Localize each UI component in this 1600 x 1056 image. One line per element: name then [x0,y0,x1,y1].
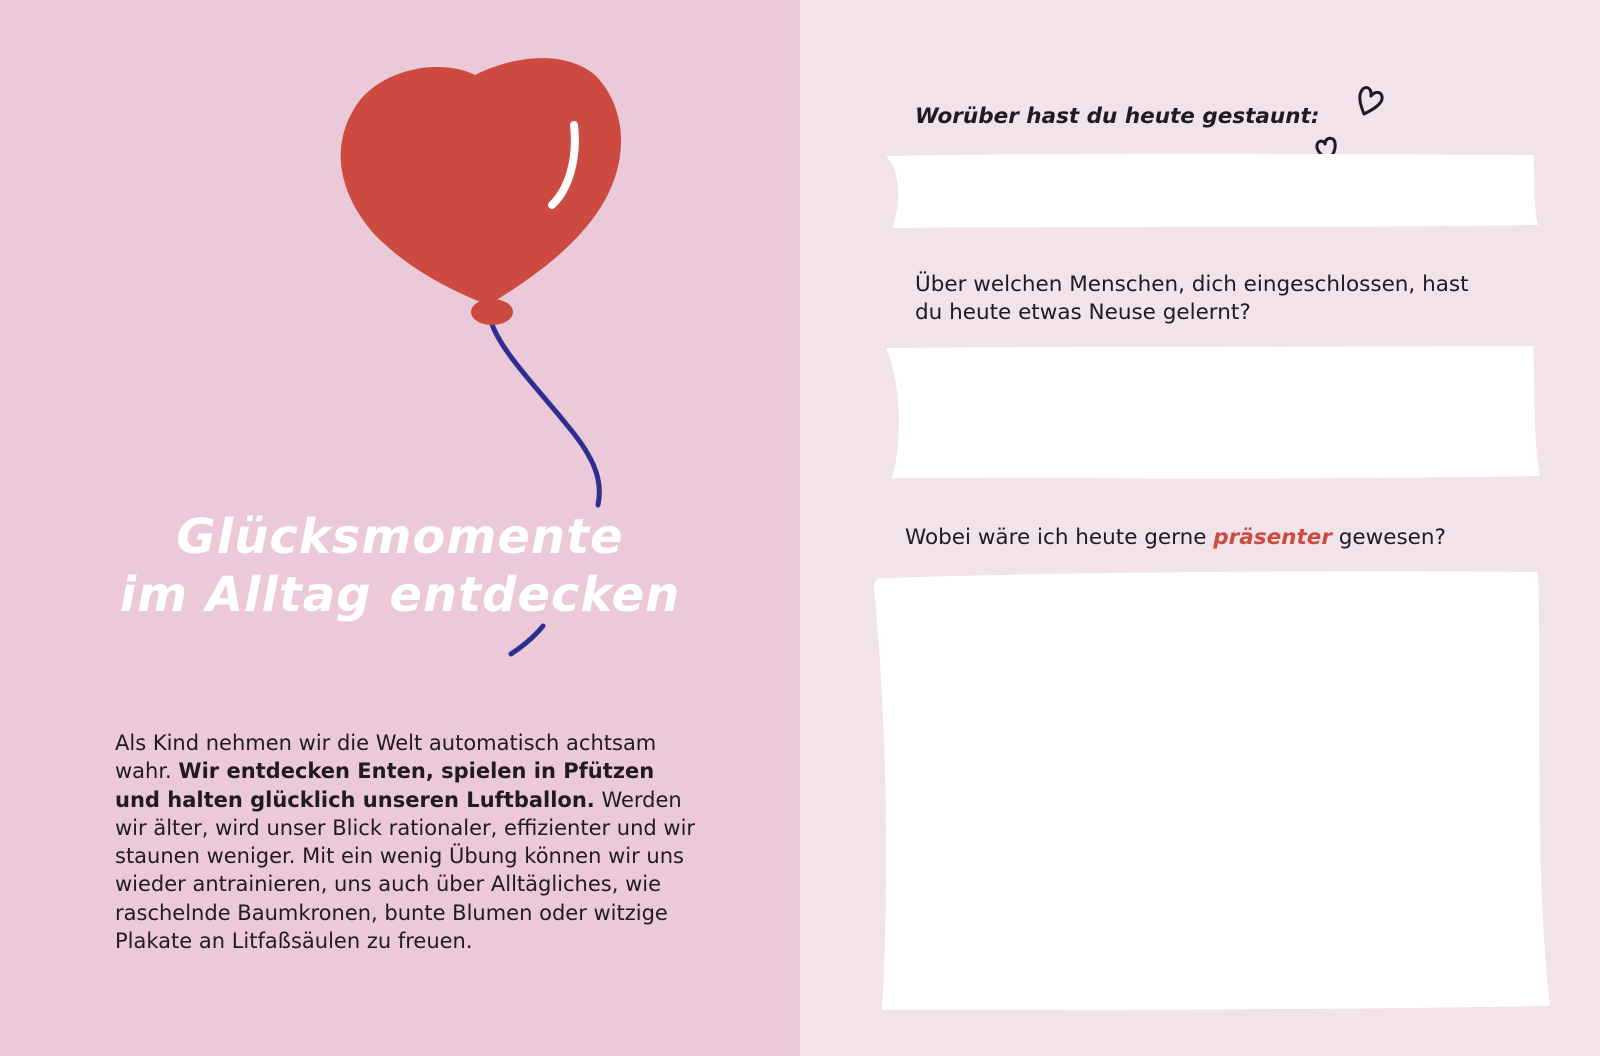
page-title [100,508,700,624]
question-3-accent: präsenter [1213,525,1332,550]
intro-text-end: Werden wir älter, wird unser Blick rationaler, effizienter und wir staunen weniger. Mit ein wenig Übung können wir uns wieder antrainieren, uns auch über Alltägliches, wie raschelnde Baumkronen, bunte Blumen oder witzige Plakate an Litfaßsäulen zu freuen. [115,787,696,954]
heart-balloon-icon [330,50,630,510]
intro-paragraph [115,729,705,955]
balloon-string-tail [505,620,555,660]
intro-text-start: Als Kind nehmen wir die Welt automatisch achtsam wahr. [115,731,657,784]
question-3 [905,524,1446,552]
question-3-suffix: gewesen? [1331,525,1446,550]
question-1: Worüber hast du heute gestaunt: [915,104,1320,129]
question-2: Über welchen Menschen, dich eingeschlossen, hast du heute etwas Neuse gelernt? [915,272,1469,325]
answer-field-3[interactable] [870,566,1560,1016]
intro-text-bold: Wir entdecken Enten, spielen in Pfützen und halten glücklich unseren Luftballon. [115,759,655,812]
answer-field-1[interactable] [880,152,1550,232]
question-3-prefix: Wobei wäre ich heute gerne [905,525,1214,550]
title-line-2: im Alltag entdecken [119,567,681,623]
heart-outline-icon [1356,84,1386,118]
title-line-1: Glücksmomente [176,509,624,565]
answer-field-2[interactable] [880,344,1550,482]
